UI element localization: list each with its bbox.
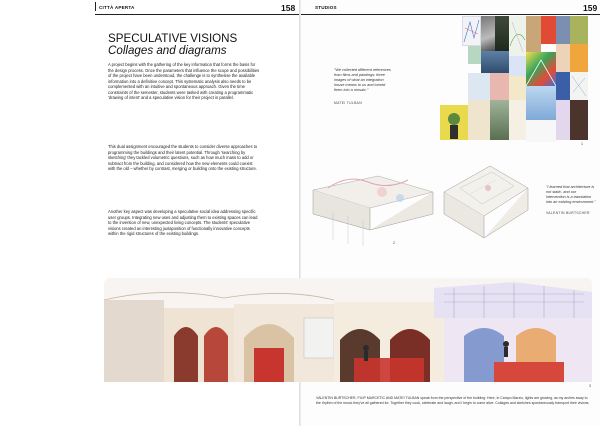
header-marker xyxy=(95,2,96,11)
article-title: SPECULATIVE VISIONS xyxy=(108,32,238,45)
article-subtitle: Collages and diagrams xyxy=(108,44,227,57)
axonometric-sketch xyxy=(308,170,438,248)
header-rule-right xyxy=(300,14,600,15)
page-number-right: 159 xyxy=(583,3,598,13)
quote-1: "We collected different references from films and paintings: three images of what an integration house means to us and turned them into a mosaic." xyxy=(334,68,391,92)
quote-1-author: MATEI TULBAN xyxy=(334,101,362,105)
quote-2-author: VALENTIN BURTSCHER xyxy=(546,211,590,215)
body-paragraph-2: This dual assignment encouraged the students to consider diverse approaches to programming the buildings and their latent potential. Through 'searching by sketching' they tackled volumetric questions, such as how much mass to add or subtract from the building, and considered how the new elements could coexist with the old – whether by contrast, merging or building onto the existing structure. xyxy=(108,144,258,171)
figure-number-3: 3 xyxy=(589,384,591,388)
running-header-right: STUDIOS xyxy=(315,5,337,10)
page-number-left: 158 xyxy=(281,3,296,13)
header-rule xyxy=(95,14,300,15)
body-paragraph-3: Another key aspect was developing a speculative social idea addressing specific user groups. Integrating new uses and adjusting them to existing spaces can lead to the invention of new, unexpected living concepts. The students' speculative visions created an interesting juxtaposition of functionally innovative concepts within the rigid structures of the existing buildings. xyxy=(108,209,258,236)
figure-number-1: 1 xyxy=(581,142,583,146)
running-header-left: CITTÀ APERTA xyxy=(99,5,135,10)
panorama-collage xyxy=(104,278,592,382)
figure-caption: VALENTIN BURTSCHER, FILIP MARCETIC AND MATEI TULBAN speak from the perspective of the building: Here, in Campo Marzio, lights are glowing, as my arches sway to the rhythm of the music they've all gathered for. Together they cook, celebrate and laugh, and I begin to come alive. Collages and sketches spontaneously transport their visions. xyxy=(316,396,590,405)
aerial-diagram xyxy=(440,158,532,240)
body-paragraph-1: A project begins with the gathering of the key information that forms the basis for the design process. Once the parameters that influence the scope and possibilities of the project have been understood, the challenge is to synthesise the available information into a definitive concept. This systematic analysis also needs to be complemented with an intuitive and spontaneous approach. Given the time constraints of the semester, students were tasked with creating a programmatic 'drawing of intent' and a speculative vision for their project in parallel. xyxy=(108,62,260,100)
figure-number-2: 2 xyxy=(393,241,395,245)
quote-2: "I learned that architecture is not static, and our intervention is a translation into an existing environment." xyxy=(546,185,596,204)
